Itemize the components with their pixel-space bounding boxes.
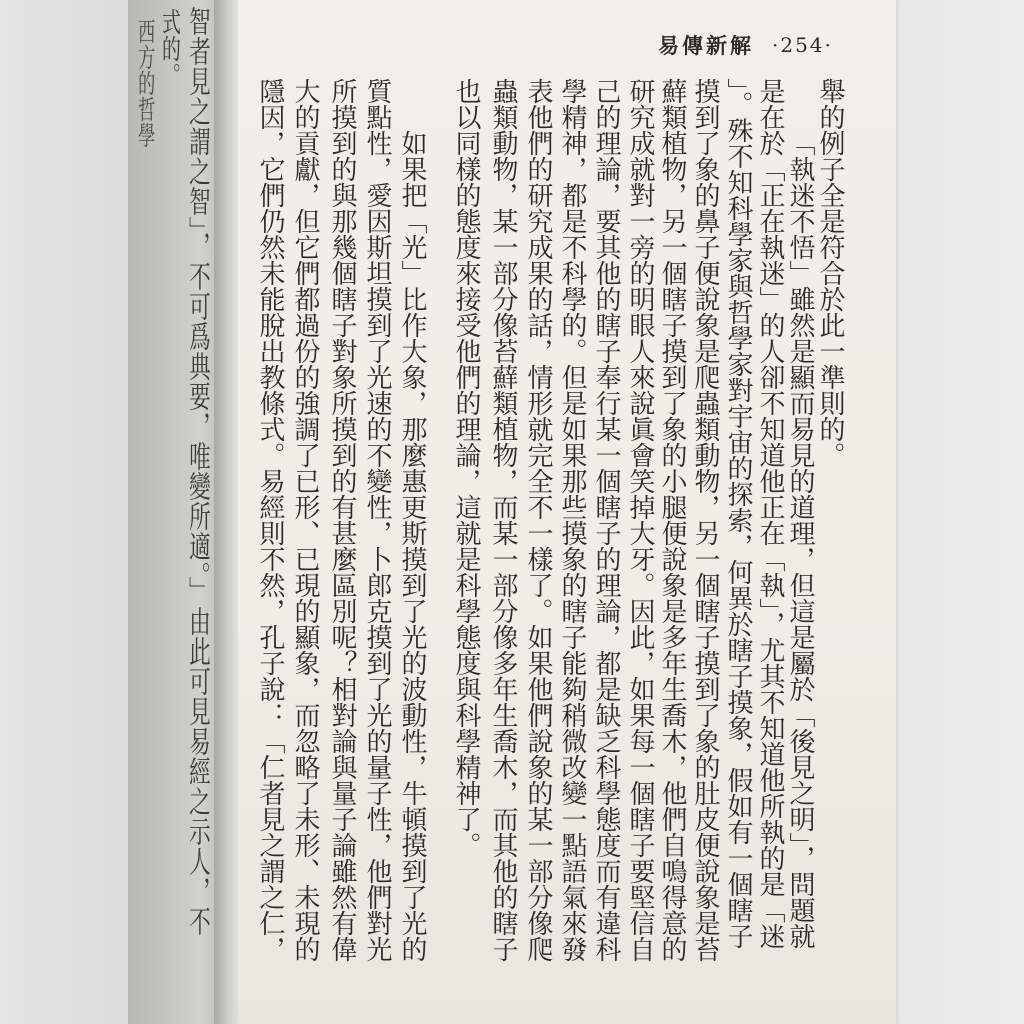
text-column: 是在於「正在執迷」的人卻不知道他正在「執」，尤其不知道他所執的是「迷 xyxy=(755,78,785,949)
text-column: 學精神，都是不科學的。但是如果那些摸象的瞎子能夠稍微改變一點語氣來發 xyxy=(557,78,587,962)
text-column: 蘚類植物，另一個瞎子摸到了象的小腿便說象是多年生喬木，他們自鳴得意的 xyxy=(657,78,687,962)
book-gutter xyxy=(214,0,240,1024)
running-head xyxy=(658,30,833,60)
text-column: 己的理論，要其他的瞎子奉行某一個瞎子的理論，都是缺乏科學態度而有違科 xyxy=(591,78,621,962)
facing-page xyxy=(128,0,220,1024)
facing-page-column: 式的。 xyxy=(158,8,181,89)
text-column: 蟲類動物，某一部分像苔蘚類植物，而某一部分像多年生喬木，而其他的瞎子 xyxy=(488,78,518,962)
page-number: ·254· xyxy=(772,33,833,57)
text-column: 舉的例子全是符合於此一準則的。 xyxy=(815,78,845,468)
text-column: 所摸到的與那幾個瞎子對象所摸到的有甚麼區別呢？相對論與量子論雖然有偉 xyxy=(327,78,357,962)
main-page xyxy=(238,0,896,1024)
text-column: 也以同樣的態度來接受他們的理論，這就是科學態度與科學精神了。 xyxy=(451,78,481,858)
text-column: 大的貢獻，但它們都過份的強調了已形、已現的顯象，而忽略了未形、未現的 xyxy=(290,78,320,962)
text-column: 隱因，它們仍然未能脫出教條式。易經則不然，孔子說：「仁者見之謂之仁， xyxy=(255,78,285,962)
text-column: 如果把「光」比作大象，那麼惠更斯摸到了光的波動性，牛頓摸到了光的 xyxy=(397,130,427,962)
text-column: 質點性，愛因斯坦摸到了光速的不變性，卜郎克摸到了光的量子性，他們對光 xyxy=(362,78,392,962)
text-column: 」。殊不知科學家與哲學家對宇宙的探索，何異於瞎子摸象，假如有一個瞎子 xyxy=(723,78,753,949)
facing-page-column: 西方的哲學 xyxy=(135,18,155,148)
text-column: 「執迷不悟」雖然是顯而易見的道理，但這是屬於「後見之明」，問題就 xyxy=(785,130,815,949)
facing-page-column: 智者見之謂之智」，不可爲典要，唯變所適。」由此可見易經之示人，不 xyxy=(184,6,210,936)
text-column: 研究成就對一旁的明眼人來說眞會笑掉大牙。因此，如果每一個瞎子要堅信自 xyxy=(625,78,655,962)
text-column: 表他們的研究成果的話，情形就完全不一樣了。如果他們說象的某一部分像爬 xyxy=(523,78,553,962)
book-title: 易傳新解 xyxy=(658,33,754,58)
text-column: 摸到了象的鼻子便說象是爬蟲類動物，另一個瞎子摸到了象的肚皮便說象是苔 xyxy=(690,78,720,962)
